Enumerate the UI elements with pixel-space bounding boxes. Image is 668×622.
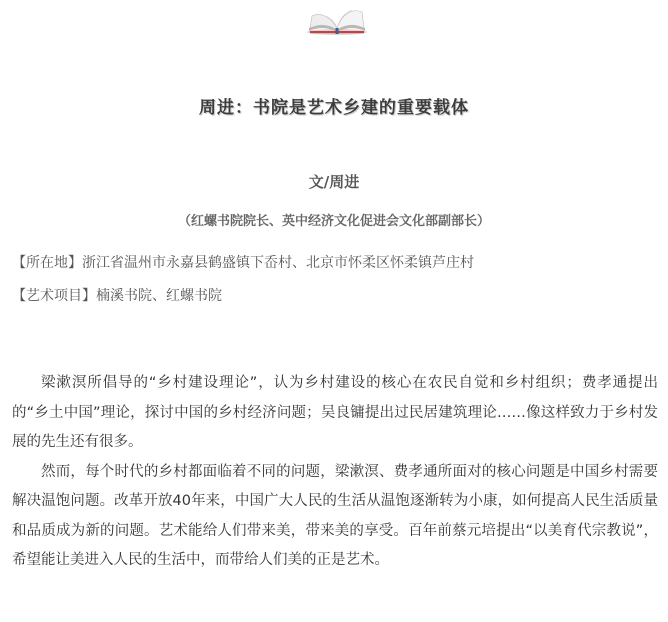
open-book-icon [306, 4, 368, 36]
author-affiliation: （红螺书院院长、英中经济文化促进会文化部副部长） [177, 214, 490, 229]
author-byline: 文/周进 [308, 173, 360, 191]
location-label: 【所在地】 [12, 255, 82, 271]
location-info [12, 252, 474, 272]
paragraph: 然而，每个时代的乡村都面临着不同的问题，梁漱溟、费孝通所面对的核心问题是中国乡村需要解决温饱问题。改革开放40年来，中国广大人民的生活从温饱逐渐转为小康，如何提高人民生活质量和品质成为新的问题。艺术能给人们带来美，带来美的享受。百年前蔡元培提出“以美育代宗教说”，希望能让美进入人民的生活中，而带给人们美的正是艺术。 [12, 463, 658, 568]
paragraph: 梁漱溟所倡导的“乡村建设理论”，认为乡村建设的核心在农民自觉和乡村组织；费孝通提出的“乡土中国”理论，探讨中国的乡村经济问题；吴良镛提出过民居建筑理论……像这样致力于乡村发展的先生还有很多。 [12, 375, 658, 450]
project-info [12, 285, 222, 305]
article-body [12, 369, 658, 576]
project-value: 楠溪书院、红螺书院 [96, 288, 222, 304]
project-label: 【艺术项目】 [12, 288, 96, 304]
article-title: 周进：书院是艺术乡建的重要载体 [199, 98, 469, 118]
location-value: 浙江省温州市永嘉县鹤盛镇下岙村、北京市怀柔区怀柔镇芦庄村 [82, 255, 474, 271]
